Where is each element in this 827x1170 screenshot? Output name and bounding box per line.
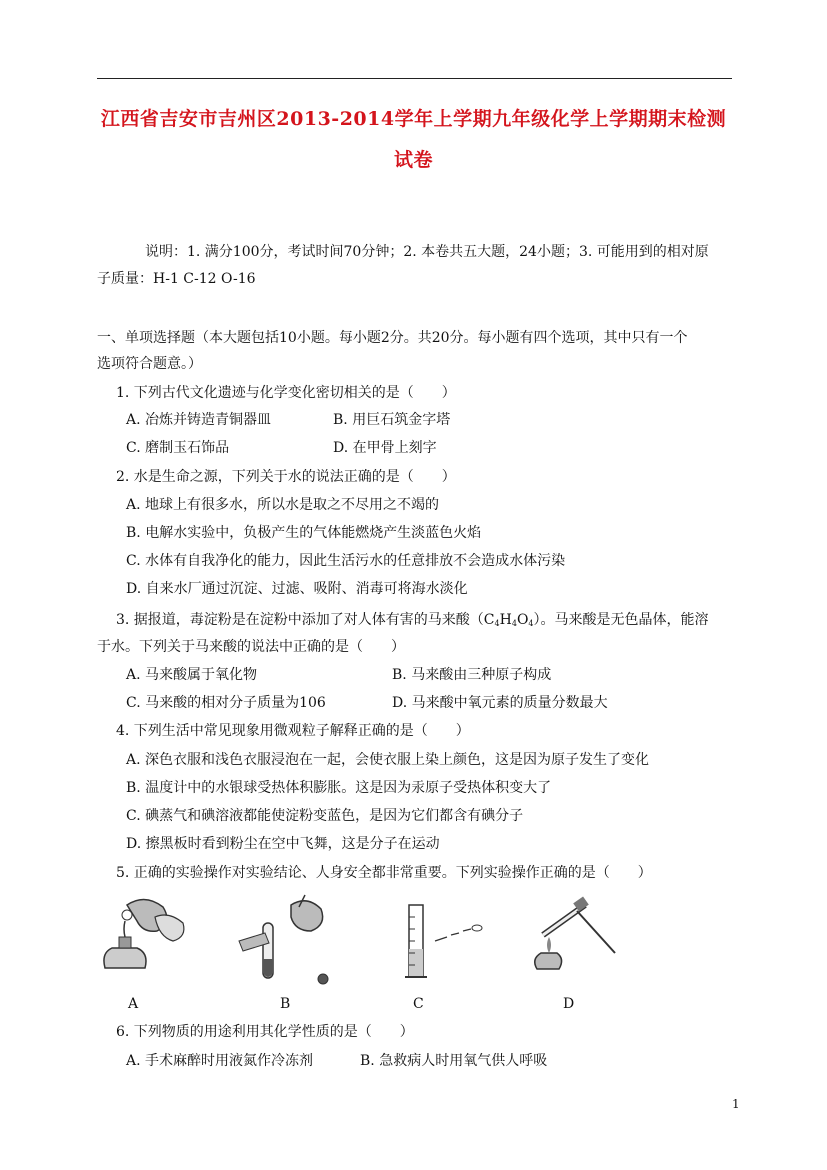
q4-option-b: B. 温度计中的水银球受热体积膨胀。这是因为汞原子受热体积变大了	[126, 780, 552, 796]
q1-option-c: C. 磨制玉石饰品	[126, 440, 230, 456]
instructions-line2: 子质量：H-1 C-12 O-16	[97, 271, 256, 287]
figure-label-b: B	[280, 996, 291, 1012]
q1-option-b: B. 用巨石筑金字塔	[333, 412, 451, 428]
q2-stem: 2. 水是生命之源，下列关于水的说法正确的是（ ）	[116, 469, 456, 485]
exam-title-line2: 试卷	[393, 149, 433, 171]
q2-option-a: A. 地球上有很多水，所以水是取之不尽用之不竭的	[126, 497, 440, 513]
figure-label-c: C	[413, 996, 424, 1012]
lab-figure-b	[235, 893, 345, 988]
q4-option-a: A. 深色衣服和浅色衣服浸泡在一起，会使衣服上染上颜色，这是因为原子发生了变化	[126, 752, 650, 768]
q4-option-c: C. 碘蒸气和碘溶液都能使淀粉变蓝色，是因为它们都含有碘分子	[126, 808, 524, 824]
header-rule	[97, 78, 732, 79]
q6-option-b: B. 急救病人时用氧气供人呼吸	[360, 1053, 548, 1069]
lab-figure-d	[515, 893, 625, 988]
q2-option-d: D. 自来水厂通过沉淀、过滤、吸附、消毒可将海水淡化	[126, 581, 468, 597]
q3-stem-line2: 于水。下列关于马来酸的说法中正确的是（ ）	[97, 639, 405, 655]
q3-option-a: A. 马来酸属于氧化物	[126, 667, 258, 683]
q3-option-d: D. 马来酸中氧元素的质量分数最大	[392, 695, 608, 711]
q1-option-d: D. 在甲骨上刻字	[333, 440, 437, 456]
page-number: 1	[732, 1097, 740, 1111]
q3-stem-line1: 3. 据报道，毒淀粉是在淀粉中添加了对人体有害的马来酸$(C_4H_4O_4)$。马来酸是无色晶体，能溶	[116, 612, 709, 628]
instructions-line1: 说明：1. 满分100分，考试时间70分钟；2. 本卷共五大题，24小题；3. 可能用到的相对原	[145, 244, 709, 260]
section1-heading-line1: 一、单项选择题（本大题包括10小题。每小题2分。共20分。每小题有四个选项，其中只有一个	[97, 330, 688, 346]
exam-title-line1: 江西省吉安市吉州区2013-2014学年上学期九年级化学上学期期末检测	[100, 108, 727, 130]
q4-option-d: D. 擦黑板时看到粉尘在空中飞舞，这是分子在运动	[126, 836, 440, 852]
section1-heading-line2: 选项符合题意。）	[97, 356, 202, 372]
figure-label-d: D	[563, 996, 575, 1012]
q4-stem: 4. 下列生活中常见现象用微观粒子解释正确的是（ ）	[116, 723, 470, 739]
q1-stem: 1. 下列古代文化遗迹与化学变化密切相关的是（ ）	[116, 385, 456, 401]
q2-option-c: C. 水体有自我净化的能力，因此生活污水的任意排放不会造成水体污染	[126, 553, 566, 569]
q6-stem: 6. 下列物质的用途利用其化学性质的是（ ）	[116, 1024, 414, 1040]
lab-figure-c	[395, 893, 495, 988]
q3-option-c: C. 马来酸的相对分子质量为106	[126, 695, 326, 711]
q1-option-a: A. 冶炼并铸造青铜器皿	[126, 412, 272, 428]
q2-option-b: B. 电解水实验中，负极产生的气体能燃烧产生淡蓝色火焰	[126, 525, 482, 541]
q3-option-b: B. 马来酸由三种原子构成	[392, 667, 552, 683]
figure-label-a: A	[128, 996, 139, 1012]
q5-stem: 5. 正确的实验操作对实验结论、人身安全都非常重要。下列实验操作正确的是（ ）	[116, 865, 652, 881]
q6-option-a: A. 手术麻醉时用液氮作冷冻剂	[126, 1053, 314, 1069]
lab-figure-a	[97, 893, 197, 988]
